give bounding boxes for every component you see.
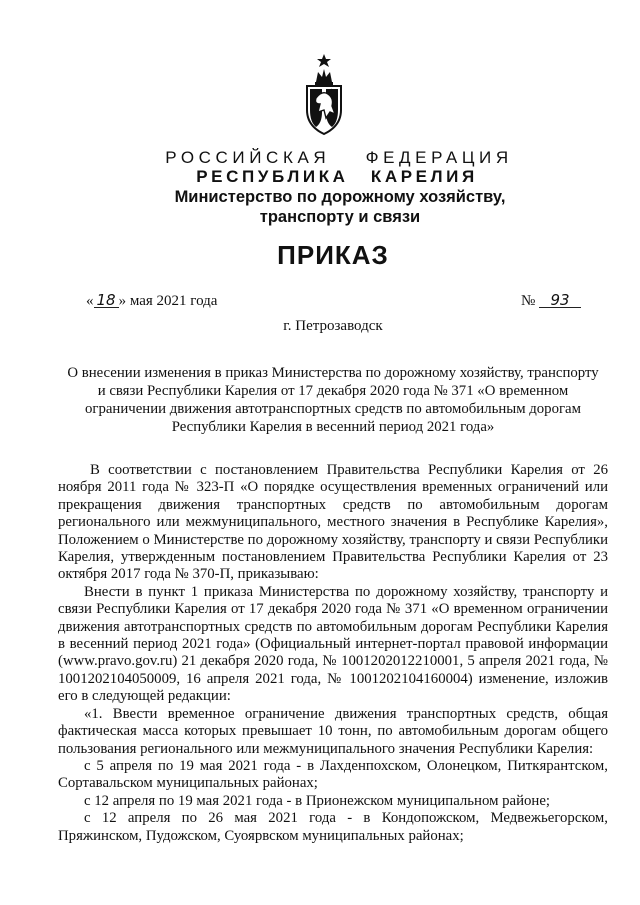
quote-open: « (86, 293, 94, 309)
ministry-line-1: Министерство по дорожному хозяйству, (174, 188, 506, 206)
karelia-coat-of-arms-icon (302, 52, 346, 136)
order-date (86, 293, 217, 310)
order-number (521, 293, 581, 310)
order-day: 18 (94, 293, 119, 308)
title-line-3: ограничении движения автотранспортных средств по автомобильным дорогам (85, 401, 581, 417)
quote-close: » (118, 293, 127, 309)
header-country: РОССИЙСКАЯ ФЕДЕРАЦИЯ (165, 148, 513, 167)
title-line-1: О внесении изменения в приказ Министерства по дорожному хозяйству, транспорту (67, 365, 599, 381)
order-title (58, 364, 608, 436)
paragraph-amendment: Внести в пункт 1 приказа Министерства по дорожному хозяйству, транспорту и связи Республики Карелия от 17 декабря 2020 года № 371 «О временном ограничении движения автотранспортных средств по автомобильным дорогам Республики Карелия в весенний период 2021 года» (Официальный интернет-портал правовой информации (www.pravo.gov.ru) 21 декабря 2020 года, № 1001202012210001, 5 апреля 2021 года, № 1001202104050009, 16 апреля 2021 года, № 1001202104160004) изменение, изложив его в следующей редакции: (58, 583, 608, 705)
header-republic: РЕСПУБЛИКА КАРЕЛИЯ (196, 167, 478, 186)
title-line-2: и связи Республики Карелия от 17 декабря 2020 года № 371 «О временном (97, 383, 569, 399)
order-month-year: мая 2021 года (129, 293, 218, 309)
paragraph-preamble: В соответствии с постановлением Правительства Республики Карелия от 26 ноября 2011 года № 323-П «О порядке осуществления временных ограничений или прекращения движения транспортных средств по автомобильным дорогам регионального или межмуниципального, местного значения в Республике Карелия», Положением о Министерстве по дорожному хозяйству, транспорту и связи Республики Карелия, утвержденным постановлением Правительства Республики Карелия от 23 октября 2017 года № 370-П, приказываю: (58, 462, 608, 583)
ministry-line-2: транспорту и связи (259, 208, 421, 226)
paragraph-period-1: с 5 апреля по 19 мая 2021 года - в Лахденпохском, Олонецком, Питкярантском, Сортавальском муниципальных районах; (58, 757, 608, 792)
header-ministry (0, 187, 640, 227)
city: г. Петрозаводск (283, 318, 383, 334)
paragraph-period-3: с 12 апреля по 26 мая 2021 года - в Кондопожском, Медвежьегорском, Пряжинском, Пудожском, Суоярвском муниципальных районах; (58, 810, 608, 844)
document-type: ПРИКАЗ (277, 240, 389, 270)
paragraph-period-2: с 12 апреля по 19 мая 2021 года - в Прионежском муниципальном районе; (84, 792, 551, 809)
title-line-4: Республики Карелия в весенний период 2021 года» (171, 419, 495, 435)
order-body (58, 462, 608, 845)
number-label: № (521, 293, 536, 309)
number-value: 93 (539, 293, 581, 308)
paragraph-item-1: «1. Ввести временное ограничение движения транспортных средств, общая фактическая масса которых превышает 10 тонн, по автомобильным дорогам общего пользования регионального или межмуниципального значения Республики Карелия: (58, 705, 608, 757)
